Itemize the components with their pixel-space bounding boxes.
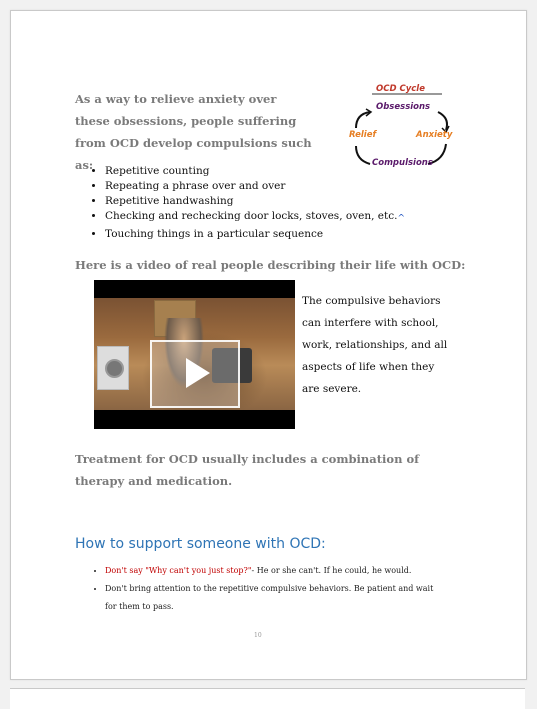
- list-item: • Repetitive counting: [105, 164, 405, 179]
- list-item: [105, 562, 435, 580]
- list-item: • Repeating a phrase over and over: [105, 179, 405, 194]
- list-item-text: Checking and rechecking door locks, stoves, oven, etc.: [105, 210, 398, 222]
- play-icon: [186, 358, 210, 388]
- thumbnail-washer-door: [105, 359, 124, 378]
- ocd-cycle-diagram: [346, 84, 456, 174]
- cycle-anxiety: Anxiety: [416, 130, 453, 140]
- treatment-paragraph: Treatment for OCD usually includes a combination of therapy and medication.: [75, 452, 420, 488]
- support-heading: How to support someone with OCD:: [75, 536, 326, 552]
- list-item: • Don't bring attention to the repetitive compulsive behaviors. Be patient and wait for them to pass.: [105, 580, 435, 616]
- intro-paragraph: As a way to relieve anxiety over these obsessions, people suffering from OCD develop compulsions such as:: [75, 92, 312, 172]
- compulsions-list: [75, 164, 405, 242]
- page-number: 10: [254, 632, 262, 639]
- play-button[interactable]: [150, 340, 240, 408]
- video-heading: Here is a video of real people describing their life with OCD:: [75, 258, 466, 272]
- video-caption: The compulsive behaviors can interfere with school, work, relationships, and all aspects of life when they are severe.: [302, 295, 448, 395]
- cycle-relief: Relief: [349, 130, 377, 140]
- support-item-rest: - He or she can't. If he could, he would.: [251, 566, 412, 575]
- grammar-mark-icon: ^: [397, 214, 405, 224]
- list-item: • Repetitive handwashing: [105, 194, 405, 209]
- cycle-title: OCD Cycle: [376, 84, 425, 94]
- cycle-obsessions: Obsessions: [376, 102, 431, 112]
- thumbnail-washer: [97, 346, 129, 390]
- support-quote: Don't say "Why can't you just stop?": [105, 566, 252, 575]
- list-item: [105, 209, 405, 227]
- next-page-edge: [10, 688, 525, 709]
- list-item: • Touching things in a particular sequence: [105, 227, 405, 242]
- cycle-compulsions: Compulsions: [372, 158, 433, 168]
- support-list: [75, 562, 435, 616]
- video-player[interactable]: [94, 280, 295, 429]
